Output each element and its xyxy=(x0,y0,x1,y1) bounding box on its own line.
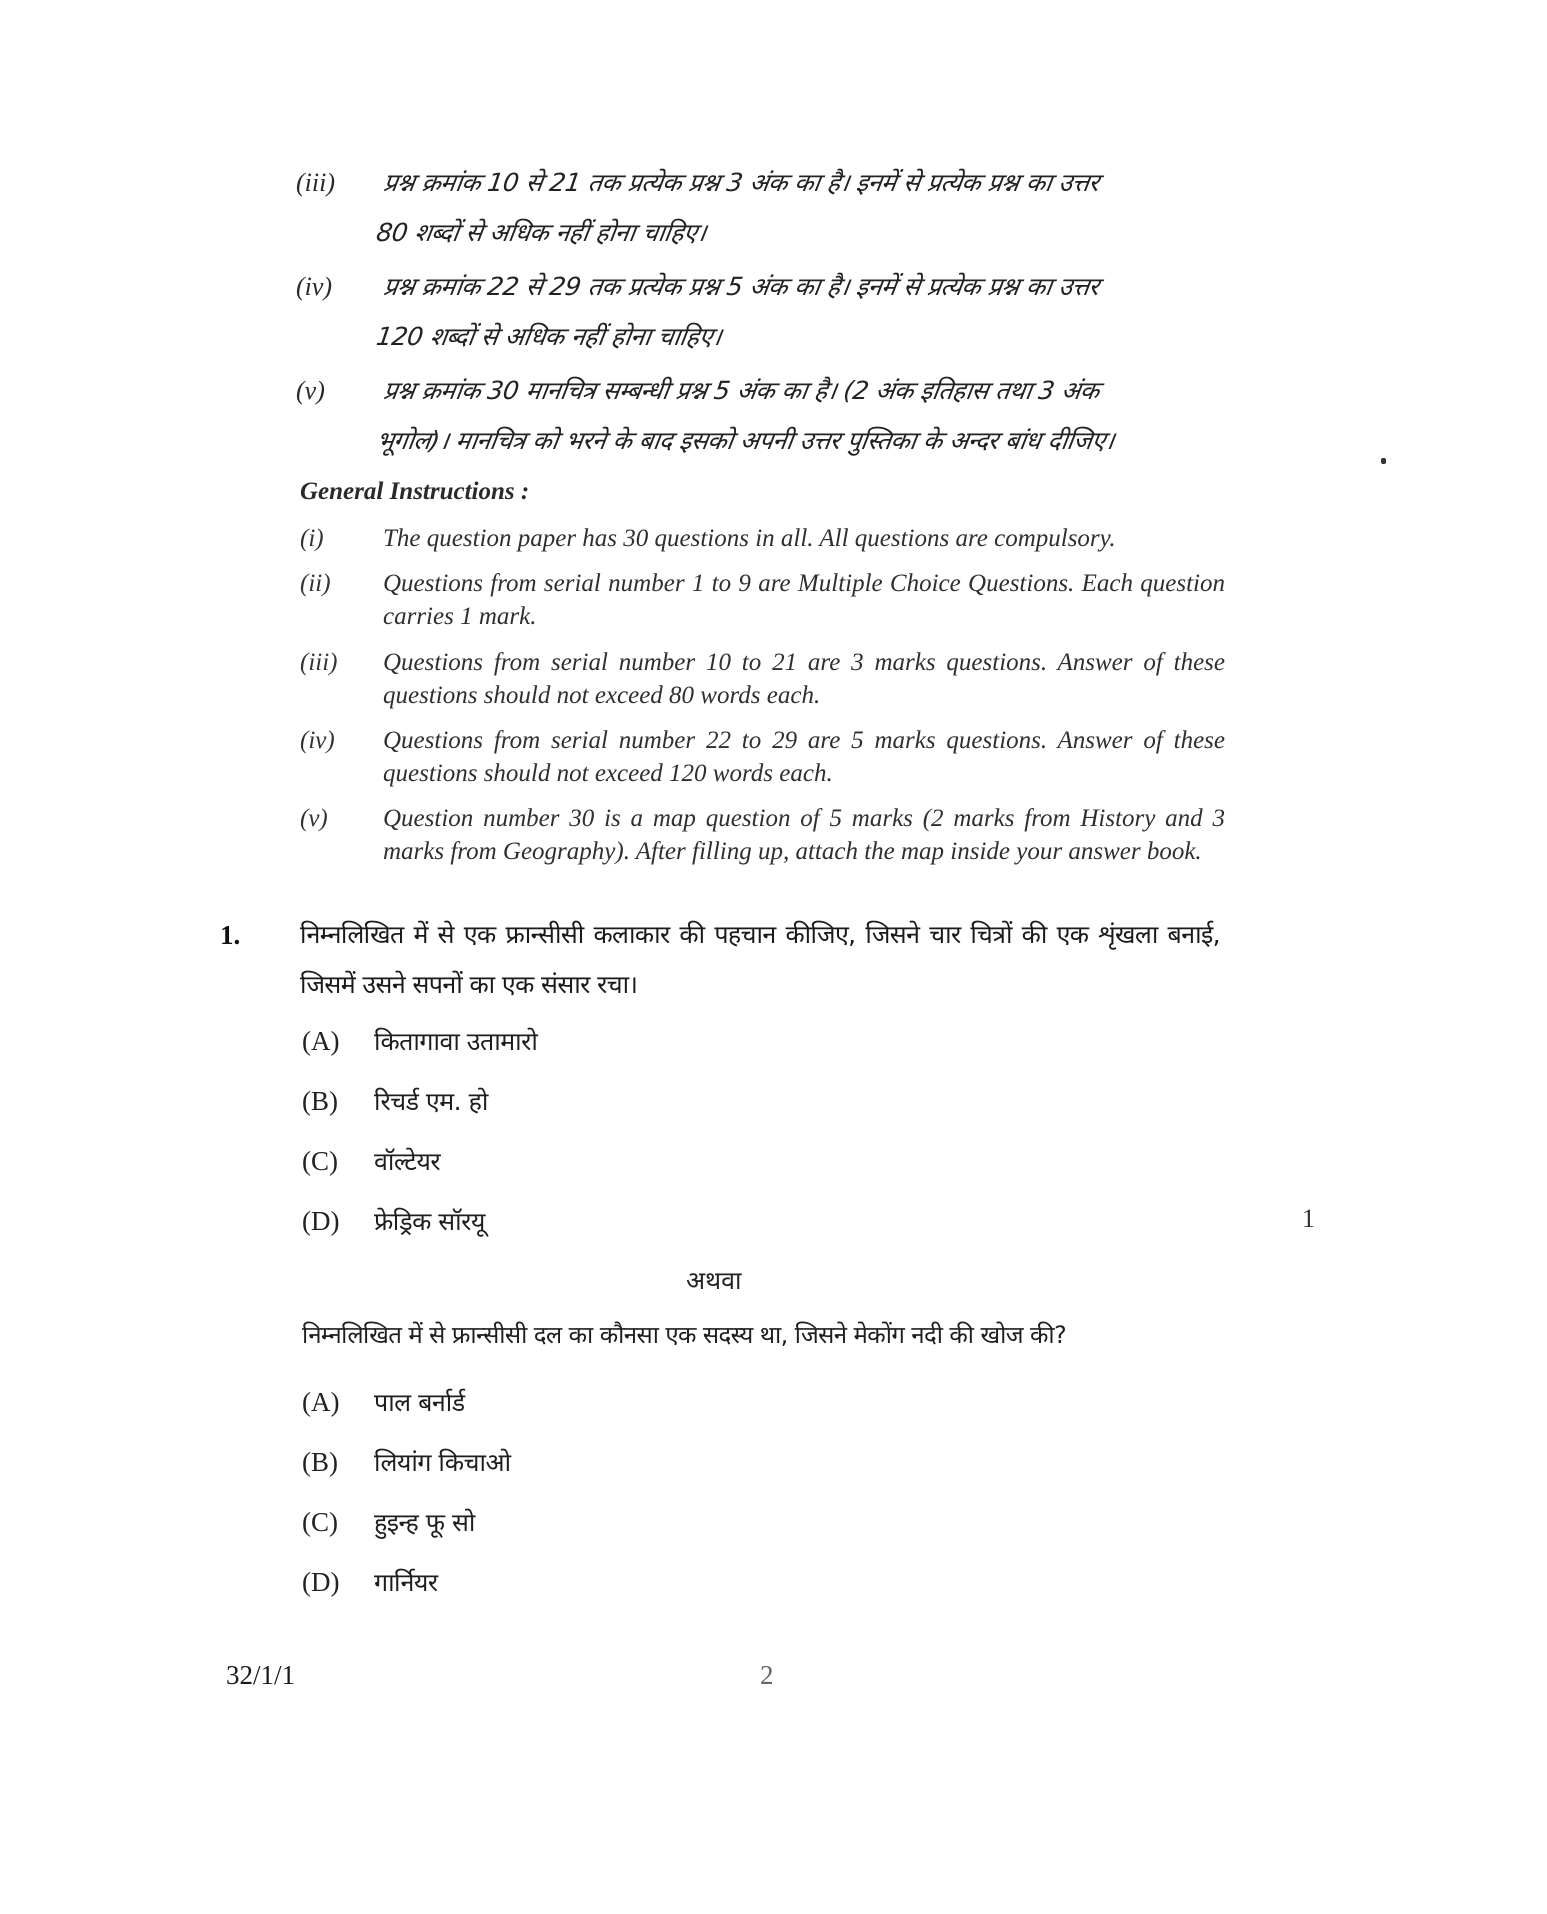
instruction-text xyxy=(373,158,1227,258)
option-label: (A) xyxy=(302,1025,340,1056)
alt-option-c[interactable] xyxy=(302,1505,475,1539)
hindi-instruction-iv xyxy=(296,262,1220,362)
alt-option-b[interactable] xyxy=(302,1445,511,1479)
option-text: गार्नियर xyxy=(374,1568,438,1597)
option-c[interactable] xyxy=(302,1144,440,1178)
option-label: (D) xyxy=(302,1205,340,1236)
alt-option-d[interactable] xyxy=(302,1565,438,1599)
instruction-text: Questions from serial number 22 to 29 are 5 marks questions. Answer of these questions should not exceed 120 words each. xyxy=(383,727,1225,787)
instruction-number: (ii) xyxy=(300,570,331,597)
instruction-text: Questions from serial number 10 to 21 are 3 marks questions. Answer of these questions should not exceed 80 words each. xyxy=(383,649,1225,709)
option-text: हुइन्ह फू सो xyxy=(374,1508,475,1537)
instruction-text xyxy=(373,262,1227,362)
option-label: (B) xyxy=(302,1446,338,1477)
or-separator: अथवा xyxy=(686,1266,742,1295)
instruction-line: 80 शब्दों से अधिक नहीं होना चाहिए। xyxy=(374,218,708,247)
question-marks: 1 xyxy=(1302,1204,1315,1233)
general-instruction-v xyxy=(300,802,1225,868)
general-instruction-ii xyxy=(300,567,1225,633)
option-text: वॉल्टेयर xyxy=(374,1147,441,1176)
option-a[interactable] xyxy=(302,1024,537,1058)
option-label: (A) xyxy=(302,1386,340,1417)
option-label: (C) xyxy=(302,1506,338,1537)
question-text: निम्नलिखित में से एक फ्रान्सीसी कलाकार की पहचान कीजिए, जिसने चार चित्रों की एक शृंखला बनाई, जिसमें उसने सपनों का एक संसार रचा। xyxy=(300,920,1220,999)
instruction-number: (v) xyxy=(300,805,328,832)
option-text: फ्रेड्रिक सॉरयू xyxy=(374,1207,485,1236)
alt-option-a[interactable] xyxy=(302,1385,465,1419)
instruction-number: (iii) xyxy=(300,649,338,676)
instruction-line: भूगोल)। मानचित्र को भरने के बाद इसको अपनी उत्तर पुस्तिका के अन्दर बांध दीजिए। xyxy=(374,426,1116,455)
question-number: 1. xyxy=(220,920,241,950)
instruction-line: प्रश्न क्रमांक 30 मानचित्र सम्बन्धी प्रश्न 5 अंक का है। (2 अंक इतिहास तथा 3 अंक xyxy=(381,376,1101,405)
general-instruction-i xyxy=(300,522,1225,555)
hindi-instruction-iii xyxy=(296,158,1220,258)
instruction-number: (v) xyxy=(296,376,325,405)
general-instructions-title: General Instructions : xyxy=(300,478,530,505)
instruction-text: Questions from serial number 1 to 9 are Multiple Choice Questions. Each question carries 1 mark. xyxy=(383,570,1225,630)
option-label: (D) xyxy=(302,1566,340,1597)
instruction-line: प्रश्न क्रमांक 10 से 21 तक प्रत्येक प्रश्न 3 अंक का है। इनमें से प्रत्येक प्रश्न का उत्तर xyxy=(381,168,1101,197)
instruction-line: प्रश्न क्रमांक 22 से 29 तक प्रत्येक प्रश्न 5 अंक का है। इनमें से प्रत्येक प्रश्न का उत्तर xyxy=(381,272,1101,301)
instruction-line: 120 शब्दों से अधिक नहीं होना चाहिए। xyxy=(374,322,724,351)
option-d[interactable] xyxy=(302,1204,485,1238)
option-text: रिचर्ड एम. हो xyxy=(374,1087,488,1116)
hindi-instruction-v xyxy=(296,366,1220,466)
option-text: लियांग किचाओ xyxy=(374,1448,511,1477)
general-instruction-iv xyxy=(300,724,1225,790)
instruction-number: (iv) xyxy=(296,272,333,301)
option-text: कितागावा उतामारो xyxy=(374,1027,538,1056)
alternative-question-text: निम्नलिखित में से फ्रान्सीसी दल का कौनसा एक सदस्य था, जिसने मेकोंग नदी की खोज की? xyxy=(302,1321,1067,1349)
instruction-text xyxy=(373,366,1227,466)
option-text: पाल बर्नार्ड xyxy=(374,1388,465,1417)
instruction-text: Question number 30 is a map question of 5 marks (2 marks from History and 3 marks from Geography). After filling up, attach the map inside your answer book. xyxy=(383,805,1225,865)
page-number: 2 xyxy=(760,1660,774,1690)
instruction-number: (i) xyxy=(300,525,324,552)
question-1 xyxy=(220,910,1220,1010)
option-label: (B) xyxy=(302,1085,338,1116)
scan-speck xyxy=(1381,458,1386,464)
instruction-number: (iii) xyxy=(296,168,335,197)
general-instruction-iii xyxy=(300,646,1225,712)
instruction-number: (iv) xyxy=(300,727,335,754)
option-b[interactable] xyxy=(302,1084,488,1118)
instruction-text: The question paper has 30 questions in all. All questions are compulsory. xyxy=(383,525,1116,552)
option-label: (C) xyxy=(302,1145,338,1176)
paper-code: 32/1/1 xyxy=(226,1660,296,1690)
